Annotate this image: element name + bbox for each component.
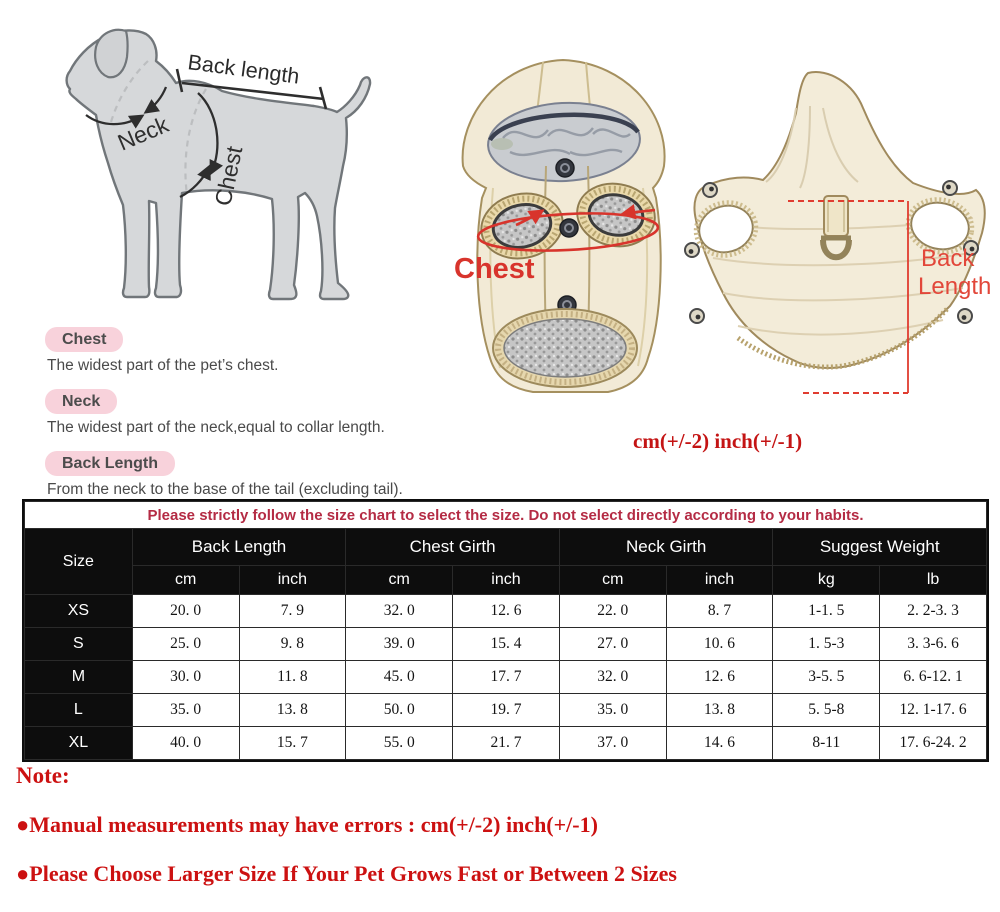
dog-back-length-label: Back length bbox=[186, 50, 301, 89]
dog-measurement-diagram bbox=[30, 15, 400, 325]
unit-header: kg bbox=[773, 566, 880, 595]
table-cell: 15. 4 bbox=[453, 628, 560, 661]
table-cell: 39. 0 bbox=[346, 628, 453, 661]
table-cell: 14. 6 bbox=[666, 727, 773, 760]
dog-neck-label: Neck bbox=[113, 111, 173, 156]
tolerance-note: cm(+/-2) inch(+/-1) bbox=[633, 429, 803, 453]
table-cell: 5. 5-8 bbox=[773, 694, 880, 727]
table-cell: 22. 0 bbox=[559, 595, 666, 628]
size-cell: XS bbox=[25, 595, 133, 628]
table-cell: 17. 7 bbox=[453, 661, 560, 694]
table-cell: 17. 6-24. 2 bbox=[880, 727, 987, 760]
table-cell: 7. 9 bbox=[239, 595, 346, 628]
table-cell: 55. 0 bbox=[346, 727, 453, 760]
size-cell: M bbox=[25, 661, 133, 694]
table-cell: 11. 8 bbox=[239, 661, 346, 694]
col-header-neck-girth: Neck Girth bbox=[559, 529, 773, 566]
size-cell: S bbox=[25, 628, 133, 661]
unit-header: inch bbox=[666, 566, 773, 595]
table-row-s bbox=[25, 628, 987, 661]
length-label: Length bbox=[918, 273, 992, 300]
table-cell: 12. 6 bbox=[666, 661, 773, 694]
table-cell: 15. 7 bbox=[239, 727, 346, 760]
table-cell: 37. 0 bbox=[559, 727, 666, 760]
table-cell: 3. 3-6. 6 bbox=[880, 628, 987, 661]
note-heading: Note: bbox=[16, 763, 70, 788]
size-chart-table bbox=[24, 501, 987, 760]
table-cell: 2. 2-3. 3 bbox=[880, 595, 987, 628]
dog-ear bbox=[95, 30, 128, 77]
table-cell: 3-5. 5 bbox=[773, 661, 880, 694]
back-label: Back bbox=[921, 245, 975, 272]
lining-tint bbox=[491, 138, 513, 150]
table-cell: 19. 7 bbox=[453, 694, 560, 727]
table-cell: 10. 6 bbox=[666, 628, 773, 661]
table-row-xs bbox=[25, 595, 987, 628]
table-cell: 6. 6-12. 1 bbox=[880, 661, 987, 694]
table-warning: Please strictly follow the size chart to select the size. Do not select directly according to your habits. bbox=[25, 502, 987, 529]
table-cell: 8. 7 bbox=[666, 595, 773, 628]
table-cell: 32. 0 bbox=[346, 595, 453, 628]
table-cell: 1-1. 5 bbox=[773, 595, 880, 628]
definition-back-length bbox=[45, 451, 565, 500]
table-cell: 32. 0 bbox=[559, 661, 666, 694]
jacket-back-view bbox=[678, 48, 1000, 410]
unit-header: cm bbox=[132, 566, 239, 595]
definition-neck bbox=[45, 389, 565, 438]
table-cell: 35. 0 bbox=[132, 694, 239, 727]
note-item: ●Please Choose Larger Size If Your Pet Grows Fast or Between 2 Sizes bbox=[16, 861, 677, 886]
table-cell: 45. 0 bbox=[346, 661, 453, 694]
neck-term-pill: Neck bbox=[45, 389, 117, 414]
table-cell: 8-11 bbox=[773, 727, 880, 760]
table-cell: 12. 1-17. 6 bbox=[880, 694, 987, 727]
definition-chest bbox=[45, 327, 565, 376]
table-row-xl bbox=[25, 727, 987, 760]
unit-header: lb bbox=[880, 566, 987, 595]
table-cell: 21. 7 bbox=[453, 727, 560, 760]
table-cell: 13. 8 bbox=[239, 694, 346, 727]
col-header-chest-girth: Chest Girth bbox=[346, 529, 560, 566]
notes-section bbox=[16, 763, 986, 887]
table-cell: 12. 6 bbox=[453, 595, 560, 628]
table-cell: 20. 0 bbox=[132, 595, 239, 628]
unit-header: inch bbox=[453, 566, 560, 595]
measurement-definitions bbox=[45, 327, 565, 513]
back-length-term-pill: Back Length bbox=[45, 451, 175, 476]
col-header-size: Size bbox=[25, 529, 133, 595]
table-cell: 50. 0 bbox=[346, 694, 453, 727]
table-cell: 25. 0 bbox=[132, 628, 239, 661]
table-cell: 9. 8 bbox=[239, 628, 346, 661]
size-cell: L bbox=[25, 694, 133, 727]
size-cell: XL bbox=[25, 727, 133, 760]
chest-term-pill: Chest bbox=[45, 327, 123, 352]
front-chest-label: Chest bbox=[454, 253, 535, 285]
unit-header: cm bbox=[559, 566, 666, 595]
unit-header: inch bbox=[239, 566, 346, 595]
table-cell: 27. 0 bbox=[559, 628, 666, 661]
table-cell: 1. 5-3 bbox=[773, 628, 880, 661]
unit-header: cm bbox=[346, 566, 453, 595]
table-row-l bbox=[25, 694, 987, 727]
col-header-back-length: Back Length bbox=[132, 529, 346, 566]
neck-definition: The widest part of the neck,equal to collar length. bbox=[47, 419, 385, 436]
back-length-definition: From the neck to the base of the tail (excluding tail). bbox=[47, 481, 403, 498]
table-cell: 30. 0 bbox=[132, 661, 239, 694]
table-row-m bbox=[25, 661, 987, 694]
note-item: ●Manual measurements may have errors : cm(+/-2) inch(+/-1) bbox=[16, 812, 598, 837]
table-cell: 35. 0 bbox=[559, 694, 666, 727]
chest-definition: The widest part of the pet’s chest. bbox=[47, 357, 279, 374]
col-header-suggest-weight: Suggest Weight bbox=[773, 529, 987, 566]
dog-chest-label: Chest bbox=[209, 143, 248, 209]
size-chart-table-wrap bbox=[22, 499, 989, 762]
table-cell: 40. 0 bbox=[132, 727, 239, 760]
table-cell: 13. 8 bbox=[666, 694, 773, 727]
